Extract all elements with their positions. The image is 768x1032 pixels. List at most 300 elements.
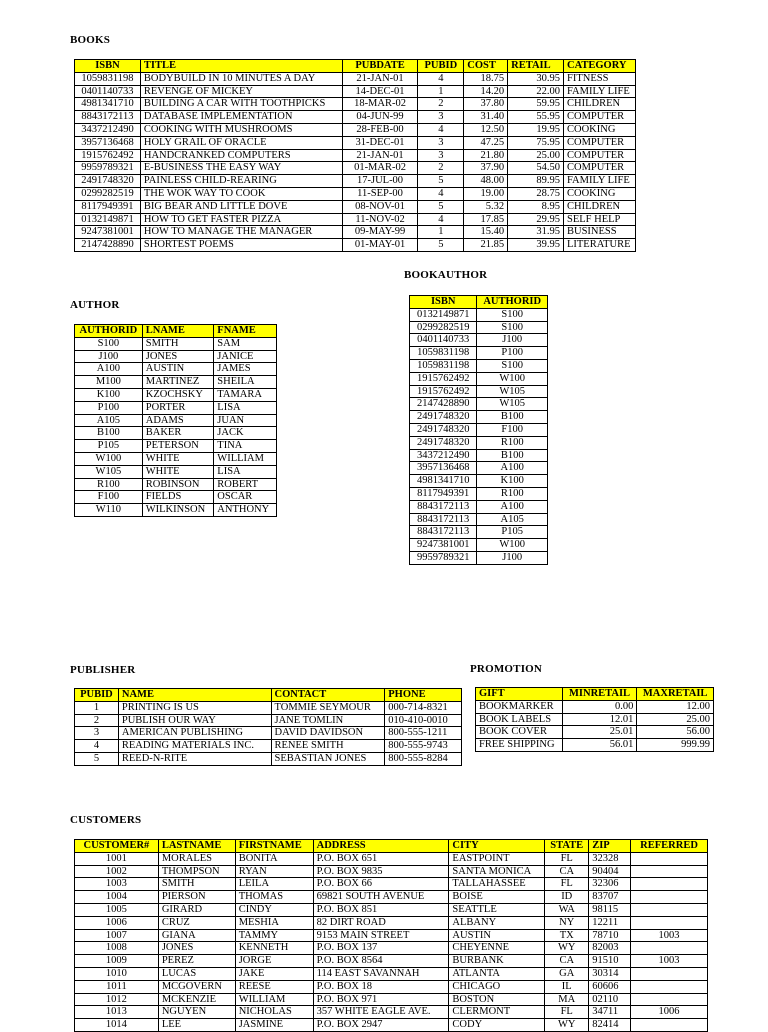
table-row	[75, 993, 708, 1006]
table-row	[75, 955, 708, 968]
table-cell: ADAMS	[142, 414, 214, 427]
table-cell: 1011	[75, 980, 159, 993]
table-cell: CHEYENNE	[449, 942, 545, 955]
table-cell: 78710	[589, 929, 631, 942]
table-cell: 2147428890	[75, 239, 141, 252]
table-cell: TX	[545, 929, 589, 942]
customers-column-header: ZIP	[589, 840, 631, 853]
table-row	[75, 427, 277, 440]
table-cell: 83707	[589, 891, 631, 904]
table-cell: COOKING WITH MUSHROOMS	[140, 123, 342, 136]
table-cell: K100	[477, 475, 548, 488]
table-row	[410, 398, 548, 411]
table-cell: TAMMY	[235, 929, 313, 942]
promotion-section-title: PROMOTION	[470, 663, 543, 675]
table-cell: TINA	[214, 440, 277, 453]
books-column-header: COST	[464, 60, 508, 73]
table-cell: R100	[75, 478, 143, 491]
table-row	[410, 436, 548, 449]
table-cell: CHICAGO	[449, 980, 545, 993]
table-cell: 1003	[631, 929, 708, 942]
author-column-header: LNAME	[142, 325, 214, 338]
table-cell: 4981341710	[410, 475, 477, 488]
table-cell: P.O. BOX 9835	[313, 865, 449, 878]
table-cell: 0132149871	[410, 308, 477, 321]
table-cell: CHILDREN	[563, 200, 635, 213]
table-cell: JONES	[142, 350, 214, 363]
table-cell: 000-714-8321	[385, 701, 462, 714]
table-cell: 91510	[589, 955, 631, 968]
table-cell: NICHOLAS	[235, 1006, 313, 1019]
table-row	[75, 98, 636, 111]
table-cell: FAMILY LIFE	[563, 175, 635, 188]
table-cell: 1059831198	[410, 359, 477, 372]
table-row	[75, 478, 277, 491]
table-cell: 3437212490	[75, 123, 141, 136]
table-cell: COMPUTER	[563, 136, 635, 149]
promotion-column-header: MAXRETAIL	[637, 688, 714, 701]
table-cell	[631, 852, 708, 865]
table-cell: F100	[477, 423, 548, 436]
table-row	[75, 350, 277, 363]
table-cell: 75.95	[508, 136, 564, 149]
table-cell: HANDCRANKED COMPUTERS	[140, 149, 342, 162]
table-cell: 11-SEP-00	[342, 187, 418, 200]
table-cell: 8117949391	[75, 200, 141, 213]
table-cell: 18.75	[464, 72, 508, 85]
table-cell: FL	[545, 878, 589, 891]
table-cell: P.O. BOX 66	[313, 878, 449, 891]
bookauthor-column-header: ISBN	[410, 296, 477, 309]
table-row	[410, 475, 548, 488]
table-cell: F100	[75, 491, 143, 504]
table-cell: 3957136468	[410, 462, 477, 475]
table-cell: 2491748320	[410, 411, 477, 424]
table-cell: PIERSON	[158, 891, 235, 904]
table-row	[410, 539, 548, 552]
table-cell: 4	[418, 213, 464, 226]
table-row	[410, 500, 548, 513]
table-cell: S100	[477, 359, 548, 372]
table-row	[410, 411, 548, 424]
table-row	[75, 162, 636, 175]
table-cell: AUSTIN	[449, 929, 545, 942]
table-cell: 8843172113	[410, 513, 477, 526]
table-row	[410, 551, 548, 564]
books-column-header: PUBDATE	[342, 60, 418, 73]
table-cell: W105	[477, 385, 548, 398]
table-row	[410, 423, 548, 436]
table-cell	[631, 916, 708, 929]
table-cell: 1	[418, 85, 464, 98]
table-cell: MARTINEZ	[142, 376, 214, 389]
table-cell: TAMARA	[214, 388, 277, 401]
table-cell: J100	[477, 334, 548, 347]
table-cell: JORGE	[235, 955, 313, 968]
table-row	[75, 111, 636, 124]
table-cell: 11-NOV-02	[342, 213, 418, 226]
table-cell: CA	[545, 865, 589, 878]
table-cell: 999.99	[637, 739, 714, 752]
table-row	[75, 701, 462, 714]
table-cell: 90404	[589, 865, 631, 878]
table-cell: 800-555-8284	[385, 752, 462, 765]
table-cell: 0401140733	[410, 334, 477, 347]
table-cell: 3	[418, 111, 464, 124]
table-cell: SELF HELP	[563, 213, 635, 226]
table-cell: WILLIAM	[235, 993, 313, 1006]
table-cell: 29.95	[508, 213, 564, 226]
table-cell: 12211	[589, 916, 631, 929]
table-cell: 1915762492	[410, 385, 477, 398]
table-cell: W100	[75, 452, 143, 465]
table-cell: 2491748320	[410, 436, 477, 449]
table-cell: 4981341710	[75, 98, 141, 111]
table-cell: 1059831198	[75, 72, 141, 85]
table-cell: 8843172113	[410, 526, 477, 539]
table-cell: HOLY GRAIL OF ORACLE	[140, 136, 342, 149]
table-cell: 19.95	[508, 123, 564, 136]
table-cell: 02110	[589, 993, 631, 1006]
table-row	[75, 740, 462, 753]
table-cell: B100	[477, 411, 548, 424]
books-section-title: BOOKS	[70, 34, 111, 46]
table-cell: J100	[75, 350, 143, 363]
table-cell: CRUZ	[158, 916, 235, 929]
table-cell: BONITA	[235, 852, 313, 865]
table-cell: S100	[477, 321, 548, 334]
table-cell: 1005	[75, 903, 159, 916]
table-cell: PEREZ	[158, 955, 235, 968]
table-cell: DATABASE IMPLEMENTATION	[140, 111, 342, 124]
table-cell: CA	[545, 955, 589, 968]
table-cell: COMPUTER	[563, 111, 635, 124]
table-cell: LITERATURE	[563, 239, 635, 252]
author-column-header: AUTHORID	[75, 325, 143, 338]
table-row	[476, 739, 714, 752]
author-header-row	[75, 325, 277, 338]
table-row	[75, 452, 277, 465]
table-cell: FREE SHIPPING	[476, 739, 563, 752]
table-cell: 37.80	[464, 98, 508, 111]
publisher-section-title: PUBLISHER	[70, 664, 136, 676]
table-cell: 12.50	[464, 123, 508, 136]
table-cell: BOSTON	[449, 993, 545, 1006]
table-row	[75, 149, 636, 162]
author-column-header: FNAME	[214, 325, 277, 338]
table-cell: CINDY	[235, 903, 313, 916]
table-cell: 5.32	[464, 200, 508, 213]
table-row	[410, 449, 548, 462]
table-cell: 3437212490	[410, 449, 477, 462]
table-cell: NY	[545, 916, 589, 929]
table-row	[410, 372, 548, 385]
table-cell: A100	[477, 462, 548, 475]
table-cell: 01-MAR-02	[342, 162, 418, 175]
table-cell: 1059831198	[410, 347, 477, 360]
table-cell: BOOK COVER	[476, 726, 563, 739]
table-cell: P.O. BOX 2947	[313, 1019, 449, 1032]
table-cell: BURBANK	[449, 955, 545, 968]
table-cell: 21.85	[464, 239, 508, 252]
table-cell: THOMPSON	[158, 865, 235, 878]
table-row	[75, 213, 636, 226]
table-row	[410, 526, 548, 539]
table-cell: LISA	[214, 465, 277, 478]
table-row	[75, 465, 277, 478]
table-cell: 89.95	[508, 175, 564, 188]
table-cell: DAVID DAVIDSON	[271, 727, 385, 740]
table-cell: WILKINSON	[142, 504, 214, 517]
table-row	[75, 967, 708, 980]
promotion-column-header: MINRETAIL	[562, 688, 637, 701]
table-cell	[631, 865, 708, 878]
customers-column-header: FIRSTNAME	[235, 840, 313, 853]
table-cell: JAMES	[214, 363, 277, 376]
table-cell: TALLAHASSEE	[449, 878, 545, 891]
table-row	[75, 903, 708, 916]
table-cell: R100	[477, 487, 548, 500]
table-cell: COOKING	[563, 187, 635, 200]
table-cell: 800-555-1211	[385, 727, 462, 740]
table-cell	[631, 1019, 708, 1032]
table-cell: 19.00	[464, 187, 508, 200]
customers-section-title: CUSTOMERS	[70, 814, 142, 826]
table-cell: 010-410-0010	[385, 714, 462, 727]
table-cell: SAM	[214, 337, 277, 350]
table-cell: ROBINSON	[142, 478, 214, 491]
table-row	[75, 200, 636, 213]
table-cell: WHITE	[142, 452, 214, 465]
table-cell: 1009	[75, 955, 159, 968]
table-cell: WHITE	[142, 465, 214, 478]
table-cell: 37.90	[464, 162, 508, 175]
table-row	[75, 878, 708, 891]
table-cell: 30314	[589, 967, 631, 980]
table-cell: 25.00	[508, 149, 564, 162]
table-row	[476, 713, 714, 726]
table-cell: ANTHONY	[214, 504, 277, 517]
table-row	[75, 727, 462, 740]
table-cell: LEE	[158, 1019, 235, 1032]
table-cell: REVENGE OF MICKEY	[140, 85, 342, 98]
table-cell: 4	[75, 740, 119, 753]
table-cell: 55.95	[508, 111, 564, 124]
books-header-row	[75, 60, 636, 73]
customers-column-header: CITY	[449, 840, 545, 853]
table-cell: BOOKMARKER	[476, 700, 563, 713]
table-cell: 1	[418, 226, 464, 239]
table-cell: A105	[75, 414, 143, 427]
table-row	[75, 916, 708, 929]
table-cell: P.O. BOX 137	[313, 942, 449, 955]
table-cell: 12.01	[562, 713, 637, 726]
table-cell: 0.00	[562, 700, 637, 713]
publisher-table	[74, 688, 462, 766]
table-cell: JANE TOMLIN	[271, 714, 385, 727]
table-cell: 1004	[75, 891, 159, 904]
table-row	[476, 700, 714, 713]
table-cell: 5	[418, 239, 464, 252]
table-cell: ALBANY	[449, 916, 545, 929]
table-cell: ROBERT	[214, 478, 277, 491]
table-cell: W105	[477, 398, 548, 411]
table-cell: JACK	[214, 427, 277, 440]
table-cell: EASTPOINT	[449, 852, 545, 865]
table-cell: 1006	[631, 1006, 708, 1019]
table-cell: BUILDING A CAR WITH TOOTHPICKS	[140, 98, 342, 111]
promotion-table	[475, 687, 714, 752]
table-cell: MORALES	[158, 852, 235, 865]
table-cell: 56.01	[562, 739, 637, 752]
table-cell: 21.80	[464, 149, 508, 162]
table-cell: RYAN	[235, 865, 313, 878]
table-cell: COMPUTER	[563, 162, 635, 175]
table-cell: 4	[418, 187, 464, 200]
table-cell: ATLANTA	[449, 967, 545, 980]
table-cell: REED-N-RITE	[118, 752, 271, 765]
table-cell: JASMINE	[235, 1019, 313, 1032]
table-cell: COOKING	[563, 123, 635, 136]
customers-column-header: REFERRED	[631, 840, 708, 853]
table-row	[75, 136, 636, 149]
table-cell: FL	[545, 852, 589, 865]
table-row	[410, 462, 548, 475]
table-cell: 357 WHITE EAGLE AVE.	[313, 1006, 449, 1019]
table-cell: HOW TO MANAGE THE MANAGER	[140, 226, 342, 239]
table-cell: M100	[75, 376, 143, 389]
table-cell: CODY	[449, 1019, 545, 1032]
table-cell: BOOK LABELS	[476, 713, 563, 726]
table-row	[75, 72, 636, 85]
table-row	[75, 401, 277, 414]
bookauthor-table	[409, 295, 548, 565]
table-cell: 69821 SOUTH AVENUE	[313, 891, 449, 904]
table-row	[75, 865, 708, 878]
table-cell: JUAN	[214, 414, 277, 427]
table-row	[410, 487, 548, 500]
table-cell: PORTER	[142, 401, 214, 414]
table-cell: 18-MAR-02	[342, 98, 418, 111]
table-cell: 1006	[75, 916, 159, 929]
table-cell: S100	[75, 337, 143, 350]
books-column-header: TITLE	[140, 60, 342, 73]
customers-column-header: LASTNAME	[158, 840, 235, 853]
table-cell: 1014	[75, 1019, 159, 1032]
table-cell: 60606	[589, 980, 631, 993]
table-cell: 59.95	[508, 98, 564, 111]
table-cell: SHORTEST POEMS	[140, 239, 342, 252]
table-cell: 25.01	[562, 726, 637, 739]
bookauthor-header-row	[410, 296, 548, 309]
table-cell: 21-JAN-01	[342, 72, 418, 85]
table-cell: MCKENZIE	[158, 993, 235, 1006]
table-row	[75, 491, 277, 504]
books-column-header: ISBN	[75, 60, 141, 73]
table-cell: 1003	[631, 955, 708, 968]
table-cell: 9247381001	[75, 226, 141, 239]
table-row	[75, 440, 277, 453]
table-cell: 4	[418, 123, 464, 136]
table-cell: P.O. BOX 18	[313, 980, 449, 993]
publisher-column-header: PUBID	[75, 689, 119, 702]
publisher-column-header: NAME	[118, 689, 271, 702]
table-cell: 1	[75, 701, 119, 714]
table-cell: PRINTING IS US	[118, 701, 271, 714]
table-cell: SEBASTIAN JONES	[271, 752, 385, 765]
table-cell: 34711	[589, 1006, 631, 1019]
table-cell: 3	[75, 727, 119, 740]
table-cell: JONES	[158, 942, 235, 955]
table-cell	[631, 967, 708, 980]
table-cell: P.O. BOX 651	[313, 852, 449, 865]
table-cell: 2491748320	[75, 175, 141, 188]
table-cell: 04-JUN-99	[342, 111, 418, 124]
table-row	[75, 980, 708, 993]
table-cell: 17-JUL-00	[342, 175, 418, 188]
table-cell: BUSINESS	[563, 226, 635, 239]
table-cell: LUCAS	[158, 967, 235, 980]
table-cell: 114 EAST SAVANNAH	[313, 967, 449, 980]
table-cell: MA	[545, 993, 589, 1006]
table-row	[75, 226, 636, 239]
table-cell: 3	[418, 149, 464, 162]
table-cell	[631, 942, 708, 955]
table-cell: W110	[75, 504, 143, 517]
table-cell: THOMAS	[235, 891, 313, 904]
table-cell: FIELDS	[142, 491, 214, 504]
table-cell: 9959789321	[410, 551, 477, 564]
table-cell: READING MATERIALS INC.	[118, 740, 271, 753]
books-column-header: PUBID	[418, 60, 464, 73]
table-cell: 0299282519	[410, 321, 477, 334]
customers-column-header: STATE	[545, 840, 589, 853]
table-cell: JAKE	[235, 967, 313, 980]
table-cell: 2147428890	[410, 398, 477, 411]
table-row	[410, 347, 548, 360]
table-row	[410, 385, 548, 398]
table-cell: R100	[477, 436, 548, 449]
table-cell: P105	[477, 526, 548, 539]
table-cell	[631, 980, 708, 993]
table-cell: 08-NOV-01	[342, 200, 418, 213]
author-section-title: AUTHOR	[70, 299, 120, 311]
table-cell: COMPUTER	[563, 149, 635, 162]
table-row	[75, 1019, 708, 1032]
table-cell: 8.95	[508, 200, 564, 213]
table-cell: TOMMIE SEYMOUR	[271, 701, 385, 714]
table-cell: AMERICAN PUBLISHING	[118, 727, 271, 740]
table-cell: SMITH	[142, 337, 214, 350]
table-cell: 0401140733	[75, 85, 141, 98]
table-cell: 14-DEC-01	[342, 85, 418, 98]
publisher-column-header: CONTACT	[271, 689, 385, 702]
table-cell: 32306	[589, 878, 631, 891]
table-cell: RENEE SMITH	[271, 740, 385, 753]
table-cell: 0132149871	[75, 213, 141, 226]
table-cell: GIRARD	[158, 903, 235, 916]
table-cell: A105	[477, 513, 548, 526]
table-cell: K100	[75, 388, 143, 401]
table-cell: JANICE	[214, 350, 277, 363]
table-cell: WY	[545, 1019, 589, 1032]
table-cell: 8843172113	[410, 500, 477, 513]
table-cell: 800-555-9743	[385, 740, 462, 753]
table-cell: P105	[75, 440, 143, 453]
table-row	[410, 359, 548, 372]
books-column-header: CATEGORY	[563, 60, 635, 73]
table-cell: P.O. BOX 8564	[313, 955, 449, 968]
